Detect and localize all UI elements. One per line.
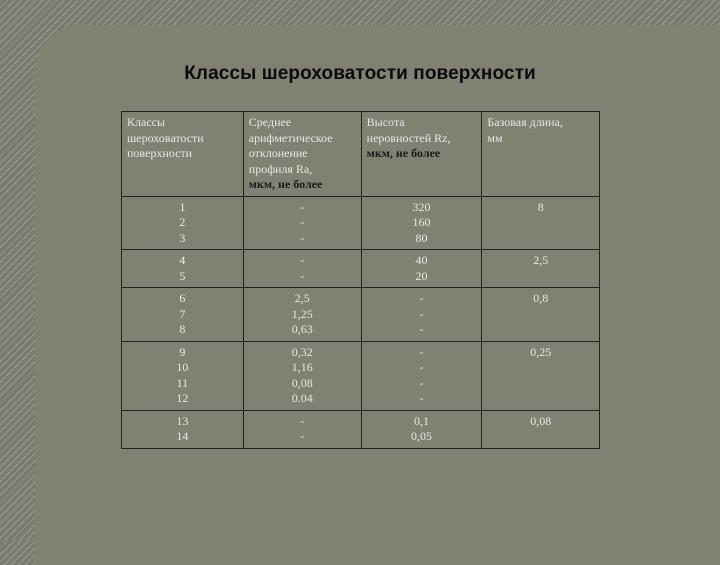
cell-base-length <box>482 410 600 448</box>
header-base-length <box>482 112 600 197</box>
cell-value: 1,16 <box>291 360 313 374</box>
cell-value: - <box>300 253 305 267</box>
cell-value: - <box>419 360 424 374</box>
cell-value: 10 <box>176 360 189 374</box>
cell-value: 0,8 <box>533 291 549 305</box>
cell-classes <box>122 410 244 448</box>
cell-base-length <box>482 250 600 288</box>
cell-ra <box>243 410 361 448</box>
cell-value: 9 <box>179 344 186 359</box>
cell-value: - <box>300 230 305 245</box>
cell-value: 13 <box>176 413 189 428</box>
header-classes-line: поверхности <box>127 146 193 160</box>
header-classes <box>122 112 244 197</box>
cell-value: 11 <box>176 375 189 390</box>
header-ra-line: отклонение <box>248 146 308 160</box>
cell-value: 0,63 <box>291 322 313 336</box>
cell-value: 4 <box>179 253 186 267</box>
cell-value: 5 <box>179 268 186 283</box>
cell-value: - <box>300 215 305 229</box>
header-ra-line: Среднее <box>248 115 292 129</box>
table-header-row <box>122 112 600 197</box>
cell-value: 3 <box>179 230 186 245</box>
cell-value: - <box>419 391 424 405</box>
cell-rz <box>361 250 482 288</box>
cell-value: 1 <box>179 199 186 214</box>
cell-value: 6 <box>179 291 186 305</box>
cell-ra <box>243 288 361 342</box>
cell-value: 1,25 <box>291 306 313 321</box>
cell-value: - <box>419 306 424 321</box>
cell-value: 40 <box>415 253 428 267</box>
table-row <box>122 196 600 250</box>
cell-value: 0,1 <box>414 413 430 428</box>
header-ra-line: профиля Ra, <box>248 161 313 176</box>
cell-value: 8 <box>179 322 186 336</box>
header-ra-line: арифметическое <box>248 130 333 145</box>
cell-rz <box>361 196 482 250</box>
header-rz-line: Высота <box>366 115 405 129</box>
cell-value: 0.04 <box>291 391 313 405</box>
cell-value: 8 <box>537 199 544 214</box>
header-base-line: Базовая длина, <box>487 115 563 129</box>
header-ra <box>243 112 361 197</box>
table-row <box>122 250 600 288</box>
cell-value: - <box>419 375 424 390</box>
cell-value: 0,05 <box>411 429 433 443</box>
roughness-table <box>121 111 600 449</box>
cell-value: 2,5 <box>294 291 310 305</box>
cell-value: 14 <box>176 429 189 443</box>
header-rz-line: мкм, не более <box>366 146 441 160</box>
header-ra-line: мкм, не более <box>248 177 323 191</box>
cell-value: 0,08 <box>530 413 552 428</box>
cell-rz <box>361 410 482 448</box>
cell-value: 12 <box>176 391 189 405</box>
cell-value: - <box>300 429 305 443</box>
cell-value: - <box>419 291 424 305</box>
cell-ra <box>243 250 361 288</box>
cell-value: 80 <box>415 230 428 245</box>
cell-ra <box>243 341 361 410</box>
header-rz <box>361 112 482 197</box>
slide-title: Классы шероховатости поверхности <box>184 63 536 84</box>
cell-value: 2,5 <box>533 253 549 267</box>
cell-rz <box>361 288 482 342</box>
cell-value: 7 <box>179 306 186 321</box>
header-classes-line: Классы <box>127 115 166 129</box>
cell-value: 20 <box>415 268 428 283</box>
header-rz-line: неровностей Rz, <box>366 130 451 145</box>
cell-ra <box>243 196 361 250</box>
header-classes-line: шероховатости <box>127 130 204 145</box>
cell-base-length <box>482 288 600 342</box>
cell-classes <box>122 341 244 410</box>
cell-classes <box>122 196 244 250</box>
cell-classes <box>122 288 244 342</box>
cell-value: 160 <box>412 215 431 229</box>
cell-value: - <box>419 322 424 336</box>
cell-value: 0,25 <box>530 344 552 359</box>
cell-value: - <box>300 268 305 283</box>
table-row <box>122 341 600 410</box>
cell-value: 320 <box>412 199 431 214</box>
table-row <box>122 288 600 342</box>
cell-rz <box>361 341 482 410</box>
cell-value: - <box>419 344 424 359</box>
cell-value: - <box>300 413 305 428</box>
cell-value: 2 <box>179 215 186 229</box>
cell-base-length <box>482 341 600 410</box>
cell-value: - <box>300 199 305 214</box>
cell-value: 0,32 <box>291 344 313 359</box>
table-row <box>122 410 600 448</box>
cell-base-length <box>482 196 600 250</box>
header-base-line: мм <box>487 130 503 145</box>
cell-value: 0,08 <box>291 375 313 390</box>
cell-classes <box>122 250 244 288</box>
